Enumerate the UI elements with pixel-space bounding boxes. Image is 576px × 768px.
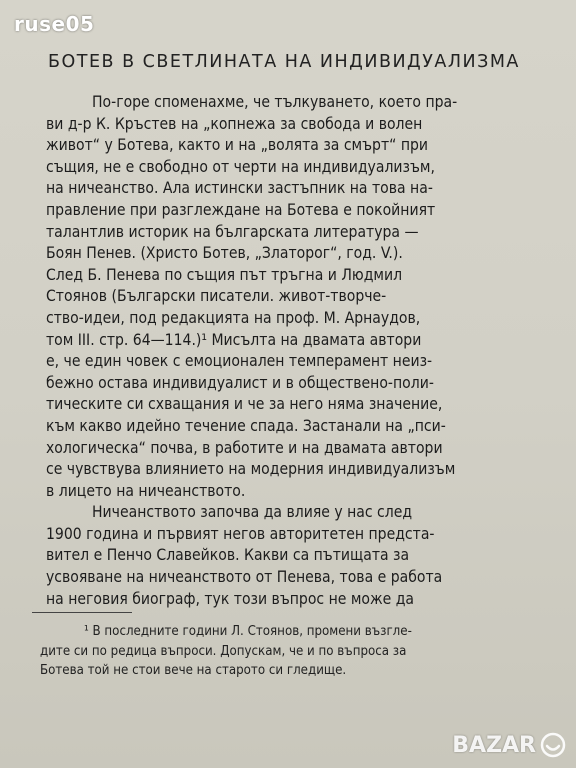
text-line: том III. стр. 64—114.)¹ Мисълта на двамата автори bbox=[46, 330, 422, 349]
text-line: 1900 година и първият негов авторитетен предста- bbox=[46, 524, 435, 543]
text-line: талантлив историк на българската литература — bbox=[46, 222, 419, 241]
footnote-line: дите си по редица въпроси. Допускам, че и по въпроса за bbox=[40, 643, 407, 659]
chapter-heading: БОТЕВ В СВЕТЛИНАТА НА ИНДИВИДУАЛИЗМА bbox=[48, 52, 520, 72]
text-line: същия, не е свободно от черти на индивидуализъм, bbox=[46, 157, 435, 176]
text-line: След Б. Пенева по същия път тръгна и Людмил bbox=[46, 265, 403, 284]
text-line: в лицето на ничеанството. bbox=[46, 481, 246, 500]
text-line: По-горе споменахме, че тълкуването, което пра- bbox=[92, 93, 458, 111]
text-line: на ничеанство. Ала истински застъпник на това на- bbox=[46, 179, 433, 198]
footnote-line: Ботева той не стои вече на старото си гледище. bbox=[40, 663, 347, 679]
footnote bbox=[40, 622, 550, 681]
text-line: ство-идеи, под редакцията на проф. М. Арнаудов, bbox=[46, 308, 421, 327]
footnote-line: ¹ В последните години Л. Стоянов, промени възгле- bbox=[84, 624, 412, 639]
watermark-top: ruse05 bbox=[14, 12, 95, 36]
watermark-bottom-label: BAZAR bbox=[452, 732, 536, 758]
text-line: усвояване на ничеанството от Пенева, това е работа bbox=[46, 568, 443, 587]
text-line: вител е Пенчо Славейков. Какви са пътищата за bbox=[46, 546, 410, 565]
text-line: Боян Пенев. (Христо Ботев, „Златорог“, год. V.). bbox=[46, 244, 403, 263]
footnote-divider bbox=[32, 612, 132, 613]
text-line: бежно остава индивидуалист и в обществено-поли- bbox=[46, 373, 434, 392]
text-line: е, че един човек с емоционален темперамент неиз- bbox=[46, 352, 433, 371]
body-text bbox=[46, 92, 552, 610]
text-line: правление при разглеждане на Ботева е покойният bbox=[46, 200, 436, 219]
watermark-bottom bbox=[452, 732, 566, 758]
text-line: към какво идейно течение спада. Застанали на „пси- bbox=[46, 416, 446, 435]
text-line: живот“ у Ботева, както и на „волята за смърт“ при bbox=[46, 136, 429, 155]
text-line: се чувствува влиянието на модерния индивидуализъм bbox=[46, 460, 456, 479]
text-line: тическите си схващания и че за него няма значение, bbox=[46, 395, 443, 414]
text-line: на неговия биограф, тук този въпрос не може да bbox=[46, 589, 415, 608]
smile-logo-icon bbox=[540, 732, 566, 758]
text-line: хологическа“ почва, в работите и на двамата автори bbox=[46, 438, 443, 457]
text-line: ви д-р К. Кръстев на „копнежа за свобода и волен bbox=[46, 114, 423, 133]
text-line: Стоянов (Български писатели. живот-творче- bbox=[46, 287, 387, 306]
text-line: Ничеанството започва да влияе у нас след bbox=[92, 503, 413, 522]
